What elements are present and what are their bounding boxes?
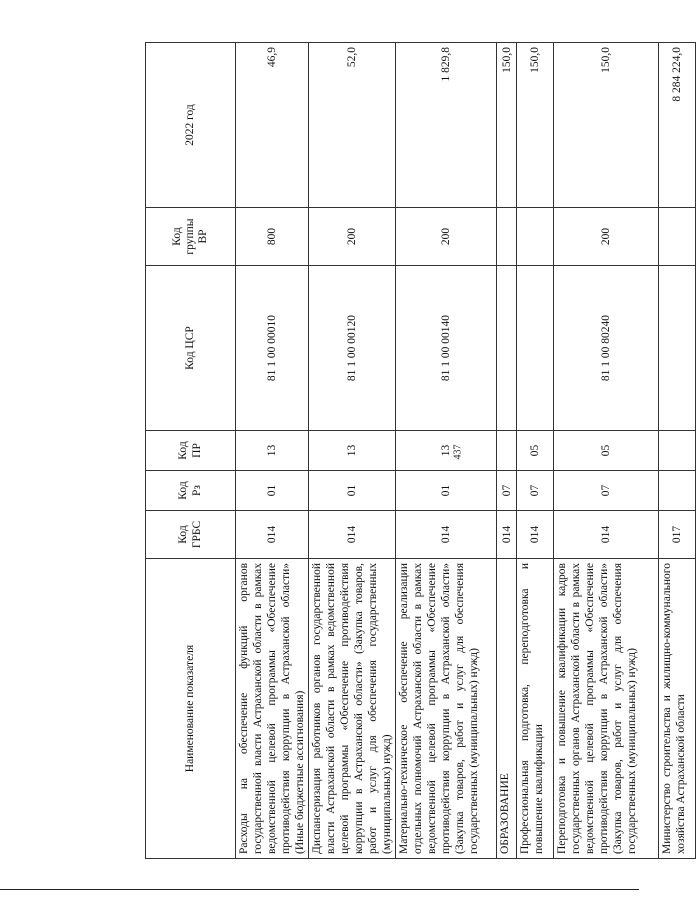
row-name: Диспансеризация работников органов государственной власти Астраханской области в рамках ведомственной целевой программы «Обеспечение противодействия коррупции в Астраханской области» (Закупка товаров, работ и услуг для обеспечения государственных (муниципальных) нужд) xyxy=(309,559,396,859)
table-row xyxy=(396,43,497,859)
row-vr: 200 xyxy=(309,208,396,266)
table-header-row xyxy=(146,43,236,859)
row-grbs: 014 xyxy=(309,511,396,559)
row-pr: 05 xyxy=(554,431,659,471)
row-grbs: 017 xyxy=(659,511,696,559)
row-vr: 800 xyxy=(236,208,309,266)
table-row xyxy=(309,43,396,859)
row-value: 46,9 xyxy=(236,43,309,208)
row-grbs: 014 xyxy=(517,511,554,559)
header-year: 2022 год xyxy=(146,43,236,208)
row-value: 150,0 xyxy=(517,43,554,208)
row-grbs: 014 xyxy=(396,511,497,559)
row-name: Переподготовка и повышение квалификации кадров государственных органов Астраханской области в рамках ведомственной целевой программы «Обеспечение противодействия коррупции в Астраханской области» (Закупка товаров, работ и услуг для обеспечения государственных (муниципальных) нужд) xyxy=(554,559,659,859)
row-vr xyxy=(659,208,696,266)
row-rz xyxy=(659,471,696,511)
table-row xyxy=(236,43,309,859)
row-pr: 13 xyxy=(396,431,497,471)
rotated-page-content xyxy=(145,43,688,859)
row-vr: 200 xyxy=(554,208,659,266)
row-value: 8 284 224,0 xyxy=(659,43,696,208)
row-vr xyxy=(517,208,554,266)
row-rz: 01 xyxy=(309,471,396,511)
table-row xyxy=(554,43,659,859)
row-value: 1 829,8 xyxy=(396,43,497,208)
page-number: 437 xyxy=(452,444,464,460)
row-rz: 01 xyxy=(396,471,497,511)
row-pr: 13 xyxy=(309,431,396,471)
row-grbs: 014 xyxy=(554,511,659,559)
row-name: Расходы на обеспечение функций органов государственной власти Астраханской области в рамках ведомственной целевой программы «Обеспечение противодействия коррупции в Астраханской области» (Иные бюджетные ассигнования) xyxy=(236,559,309,859)
row-vr xyxy=(497,208,517,266)
table-row xyxy=(497,43,517,859)
row-csr: 81 1 00 80240 xyxy=(554,266,659,431)
row-name: Материально-техническое обеспечение реализации отдельных полномочий Астраханской области в рамках ведомственной целевой программы «Обеспечение противодействия коррупции в Астраханской области» (Закупка товаров, работ и услуг для обеспечения государственных (муниципальных) нужд) xyxy=(396,559,497,859)
row-value: 52,0 xyxy=(309,43,396,208)
row-pr xyxy=(497,431,517,471)
row-name: ОБРАЗОВАНИЕ xyxy=(497,559,517,859)
row-rz: 07 xyxy=(497,471,517,511)
footer-divider xyxy=(0,889,639,890)
header-vr: Код группы ВР xyxy=(146,208,236,266)
row-rz: 01 xyxy=(236,471,309,511)
table-row xyxy=(659,43,696,859)
row-value: 150,0 xyxy=(554,43,659,208)
row-csr: 81 1 00 00010 xyxy=(236,266,309,431)
row-csr: 81 1 00 00120 xyxy=(309,266,396,431)
header-pr: Код ПР xyxy=(146,431,236,471)
header-csr: Код ЦСР xyxy=(146,266,236,431)
row-pr: 05 xyxy=(517,431,554,471)
row-name: Министерство строительства и жилищно-коммунального хозяйства Астраханской области xyxy=(659,559,696,859)
row-pr xyxy=(659,431,696,471)
row-csr xyxy=(517,266,554,431)
row-csr xyxy=(497,266,517,431)
row-csr: 81 1 00 00140 xyxy=(396,266,497,431)
row-grbs: 014 xyxy=(236,511,309,559)
header-name: Наименование показателя xyxy=(146,559,236,859)
budget-table xyxy=(145,42,696,859)
header-rz: Код Рз xyxy=(146,471,236,511)
row-name: Профессиональная подготовка, переподготовка и повышение квалификации xyxy=(517,559,554,859)
row-value: 150,0 xyxy=(497,43,517,208)
row-rz: 07 xyxy=(554,471,659,511)
row-grbs: 014 xyxy=(497,511,517,559)
row-csr xyxy=(659,266,696,431)
table-row xyxy=(517,43,554,859)
row-rz: 07 xyxy=(517,471,554,511)
row-pr: 13 xyxy=(236,431,309,471)
row-vr: 200 xyxy=(396,208,497,266)
header-grbs: Код ГРБС xyxy=(146,511,236,559)
